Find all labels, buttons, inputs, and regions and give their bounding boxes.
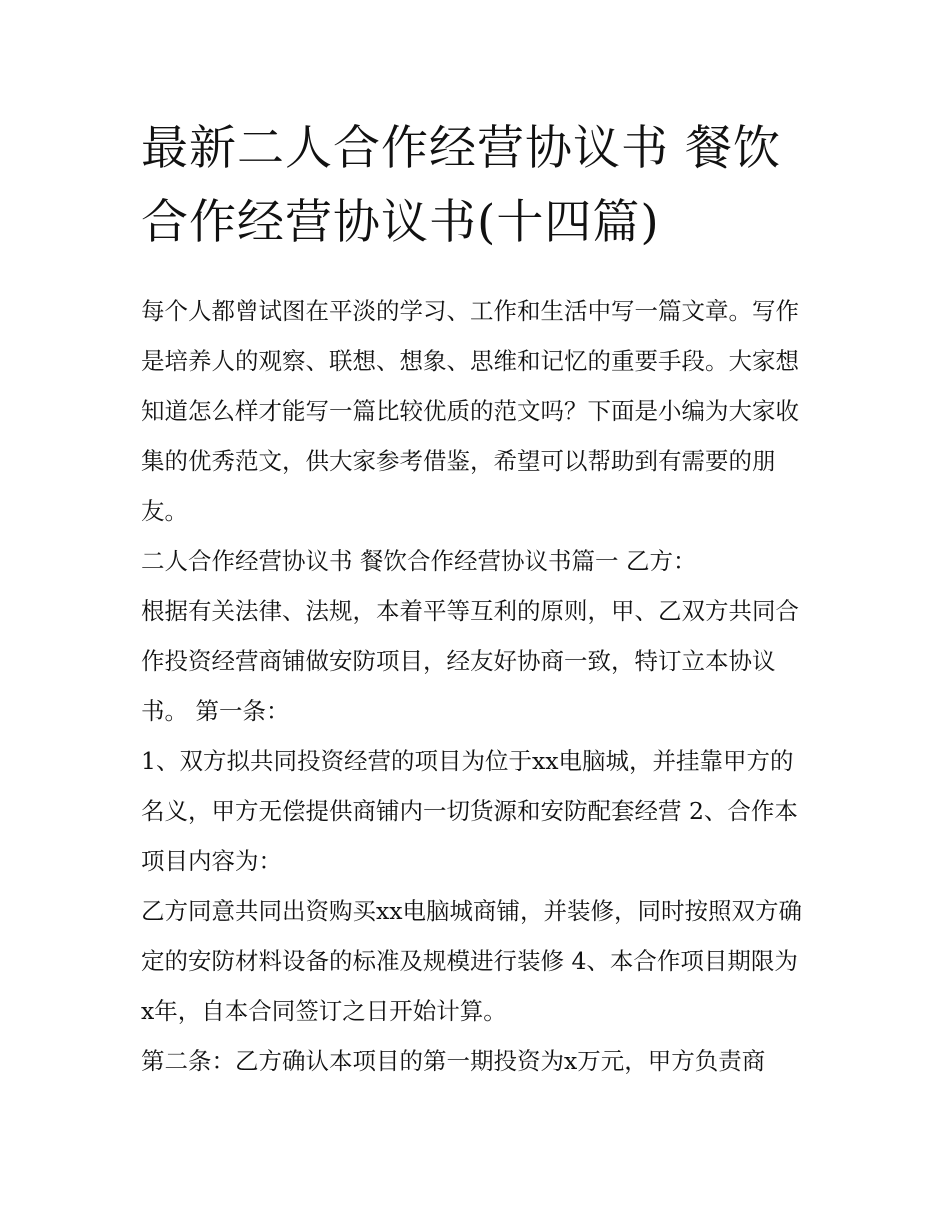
section-heading-paragraph: 二人合作经营协议书 餐饮合作经营协议书篇一 乙方：	[141, 547, 697, 575]
clause-continued-paragraph: 乙方同意共同出资购买xx电脑城商铺，并装修，同时按照双方确定的安防材料设备的标准及规模进行装修 4、本合作项目期限为x年，自本合同签订之日开始计算。	[141, 897, 803, 1025]
intro-paragraph: 每个人都曾试图在平淡的学习、工作和生活中写一篇文章。写作是培养人的观察、联想、想象、思维和记忆的重要手段。大家想知道怎么样才能写一篇比较优质的范文吗？下面是小编为大家收集的优秀范文，供大家参考借鉴，希望可以帮助到有需要的朋友。	[141, 297, 799, 525]
article-2-paragraph: 第二条：乙方确认本项目的第一期投资为x万元，甲方负责商	[141, 1047, 766, 1075]
document-title: 最新二人合作经营协议书 餐饮合作经营协议书(十四篇)	[141, 121, 781, 250]
preamble-paragraph: 根据有关法律、法规，本着平等互利的原则，甲、乙双方共同合作投资经营商铺做安防项目，经友好协商一致，特订立本协议书。 第一条：	[141, 597, 799, 725]
document-body	[141, 112, 811, 1086]
clause-1-paragraph: 1、双方拟共同投资经营的项目为位于xx电脑城，并挂靠甲方的名义，甲方无偿提供商铺内一切货源和安防配套经营 2、合作本项目内容为：	[141, 747, 798, 875]
